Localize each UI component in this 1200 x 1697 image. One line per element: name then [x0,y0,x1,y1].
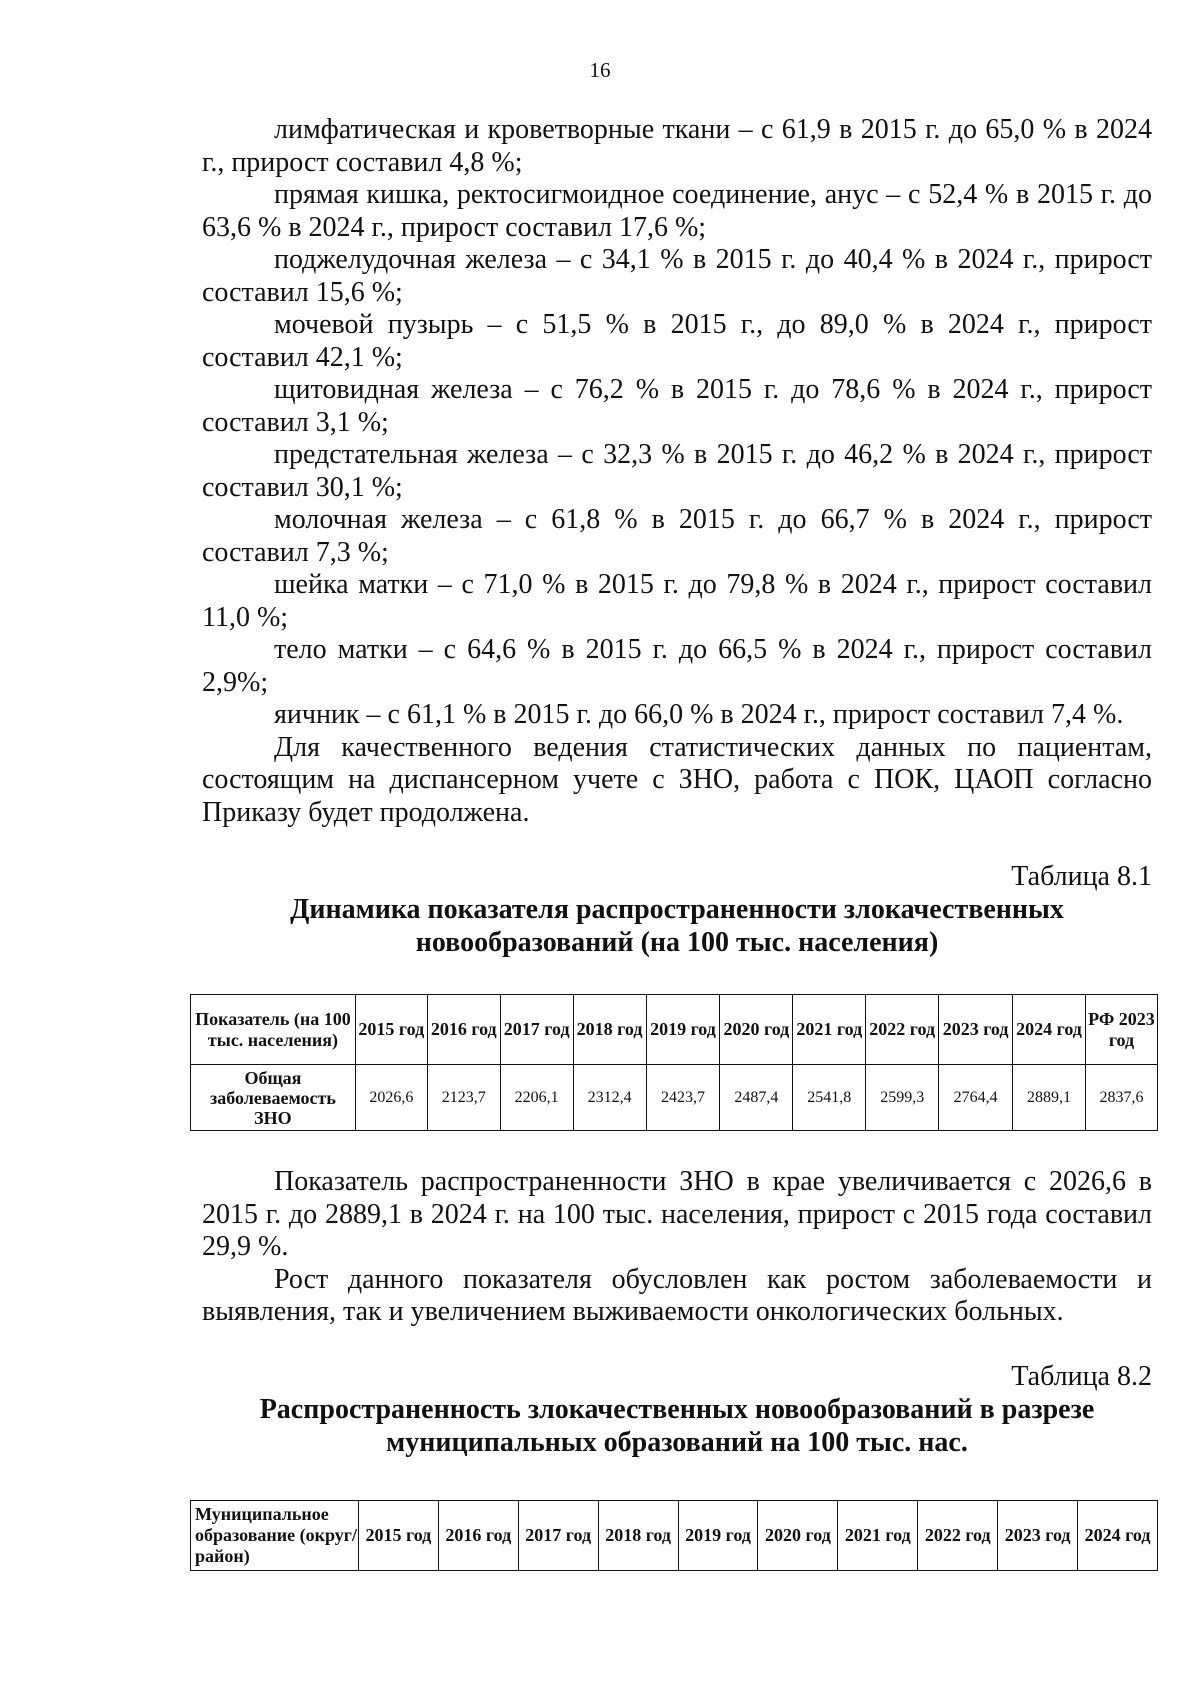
table-cell: 2026,6 [355,1065,427,1131]
table-cell: 2312,4 [573,1065,646,1131]
paragraph: мочевой пузырь – с 51,5 % в 2015 г., до 89,0 % в 2024 г., прирост составил 42,1 %; [202,309,1152,373]
column-header: Муниципальное образование (округ/район) [191,1501,359,1571]
paragraph: щитовидная железа – с 76,2 % в 2015 г. до 78,6 % в 2024 г., прирост составил 3,1 %; [202,374,1152,438]
column-header: 2016 год [438,1501,518,1571]
column-header: 2016 год [427,995,500,1065]
column-header: 2021 год [793,995,866,1065]
table-cell: 2889,1 [1013,1065,1086,1131]
table-title: Динамика показателя распространенности злокачественных новообразований (на 100 тыс. населения) [290,894,1064,958]
column-header: 2020 год [758,1501,838,1571]
prevalence-dynamics-table [190,994,1158,1131]
table-cell: 2123,7 [427,1065,500,1131]
column-header: 2017 год [500,995,573,1065]
column-header: РФ 2023 год [1085,995,1157,1065]
table-label: Таблица 8.2 [1011,1360,1152,1392]
paragraph: яичник – с 61,1 % в 2015 г. до 66,0 % в 2024 г., прирост составил 7,4 %. [274,699,1124,730]
paragraph: шейка матки – с 71,0 % в 2015 г. до 79,8 % в 2024 г., прирост составил 11,0 %; [202,569,1152,633]
table-row [191,1065,1158,1131]
paragraph: поджелудочная железа – с 34,1 % в 2015 г. до 40,4 % в 2024 г., прирост составил 15,6 %; [202,244,1152,308]
column-header: 2015 год [355,995,427,1065]
column-header: 2019 год [646,995,720,1065]
paragraph: тело матки – с 64,6 % в 2015 г. до 66,5 % в 2024 г., прирост составил 2,9%; [202,634,1152,698]
column-header: 2023 год [998,1501,1078,1571]
table-cell: 2423,7 [646,1065,720,1131]
column-header: 2018 год [573,995,646,1065]
column-header: 2021 год [838,1501,918,1571]
paragraph: молочная железа – с 61,8 % в 2015 г. до 66,7 % в 2024 г., прирост составил 7,3 %; [202,504,1152,568]
column-header: 2018 год [598,1501,678,1571]
table-label: Таблица 8.1 [1011,861,1152,892]
paragraph: прямая кишка, ректосигмоидное соединение, анус – с 52,4 % в 2015 г. до 63,6 % в 2024 г., прирост составил 17,6 %; [202,179,1152,243]
table-header-row [191,1501,1158,1571]
column-header: 2017 год [518,1501,598,1571]
table-cell: 2541,8 [793,1065,866,1131]
table-cell: 2487,4 [720,1065,793,1131]
table-title: Распространенность злокачественных новообразований в разрезе муниципальных образований на 100 тыс. нас. [259,1393,1095,1458]
column-header: 2024 год [1078,1501,1158,1571]
paragraph: предстательная железа – с 32,3 % в 2015 г. до 46,2 % в 2024 г., прирост составил 30,1 %; [202,439,1152,503]
column-header: 2019 год [678,1501,758,1571]
paragraph: лимфатическая и кроветворные ткани – с 61,9 в 2015 г. до 65,0 % в 2024 г., прирост составил 4,8 %; [202,114,1152,178]
table-cell: 2764,4 [939,1065,1013,1131]
table-cell: 2206,1 [500,1065,573,1131]
body-text-top [202,114,1152,959]
table-cell: 2599,3 [866,1065,939,1131]
paragraph: Показатель распространенности ЗНО в крае увеличивается с 2026,6 в 2015 г. до 2889,1 в 2024 г. на 100 тыс. населения, прирост с 2015 года составил 29,9 %. [202,1166,1152,1262]
paragraph: Для качественного ведения статистических данных по пациентам, состоящим на диспансерном учете с ЗНО, работа с ПОК, ЦАОП согласно Приказу будет продолжена. [202,731,1152,828]
municipal-prevalence-table [190,1500,1158,1571]
page-number: 16 [589,58,611,82]
table-header-row [191,995,1158,1065]
body-text-bottom [202,1166,1152,1459]
column-header: 2015 год [358,1501,438,1571]
column-header: 2022 год [918,1501,998,1571]
column-header: 2020 год [720,995,793,1065]
column-header: 2022 год [866,995,939,1065]
row-header: Общая заболеваемость ЗНО [191,1065,356,1131]
paragraph: Рост данного показателя обусловлен как ростом заболеваемости и выявления, так и увеличением выживаемости онкологических больных. [202,1263,1152,1327]
table-cell: 2837,6 [1085,1065,1157,1131]
column-header: 2023 год [939,995,1013,1065]
column-header: 2024 год [1013,995,1086,1065]
column-header: Показатель (на 100 тыс. населения) [191,995,356,1065]
